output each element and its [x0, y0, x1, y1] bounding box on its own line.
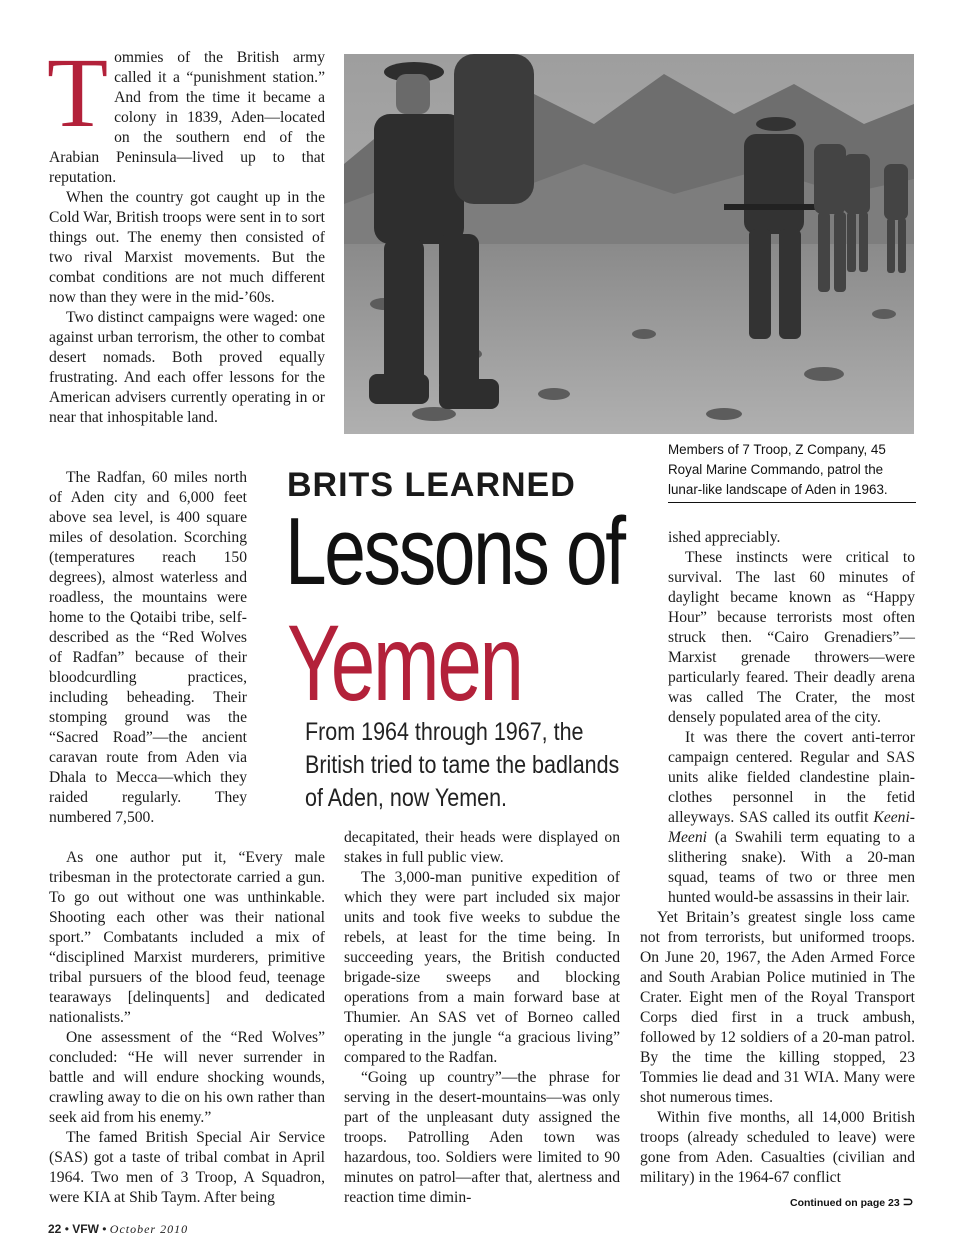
continued-note: Continued on page 23 ⊃: [790, 1194, 914, 1209]
paragraph: “Going up country”—the phrase for serving in the desert-mountains—was only part of the unpleasant duty assigned the troops. Patrolling Aden town was hazardous, too. Soldiers were limited to 90 minutes on patrol—after that, alertness and reaction time dimin-: [344, 1069, 620, 1206]
paragraph: The 3,000-man punitive expedition of which they were part included six major units and took five weeks to subdue the rebels, at least for the time being. In succeeding years, the British conducted brigade-size sweeps and blocking operations from a main forward base at Thumier. An SAS vet of Borneo called operating in the jungle “a gracious living” compared to the Radfan.: [344, 869, 620, 1066]
headline-deck: From 1964 through 1967, the British tried to tame the badlands of Aden, now Yemen.: [305, 718, 620, 812]
paragraph: One assessment of the “Red Wolves” concluded: “He will never surrender in battle and will endure shocking wounds, crawling away to die on his own rather than seek aid from his enemy.”: [49, 1029, 325, 1126]
paragraph: The famed British Special Air Service (SAS) got a taste of tribal combat in April 1964. Two men of 3 Troop, A Squadron, were KIA at Shib Taym. After being: [49, 1129, 325, 1206]
paragraph: Yet Britain’s greatest single loss came not from terrorists, but uniformed troops. On June 20, 1967, the Aden Armed Force and South Arabian Police mutinied in The Crater. Eight men of the Royal Transport Corps died first in a truck ambush, followed by 12 soldiers of a 20-man patrol. By the time the killing stopped, 23 Tommies lie dead and 31 WIA. Many were shot numerous times.: [640, 909, 915, 1106]
article-column-1-lower: [49, 848, 325, 1208]
page-number: 22: [48, 1222, 62, 1236]
continue-arrow-icon: ⊃: [902, 1194, 914, 1209]
article-column-3: [640, 528, 915, 1188]
photo-illustration: [344, 54, 914, 434]
photo-caption: Members of 7 Troop, Z Company, 45 Royal Marine Commando, patrol the lunar-like landscape of Aden in 1963.: [668, 440, 916, 503]
publication-name: VFW: [72, 1222, 99, 1236]
issue-date: October 2010: [109, 1222, 189, 1236]
paragraph: ished appreciably.: [668, 529, 781, 546]
soldiers-patrol-photo: [344, 54, 914, 434]
headline-line-2: Yemen: [287, 602, 522, 723]
paragraph: It was there the covert anti-terror campaign centered. Regular and SAS units alike fielded clandestine plain-clothes personnel in the fetid alleyways. SAS called its outfit Keeni-Meeni (a Swahili term equating to a slithering snake). With a 20-man squad, teams of two or three men hunted would-be assassins in their lair.: [668, 729, 915, 906]
paragraph: The Radfan, 60 miles north of Aden city and 6,000 feet above sea level, is 400 square miles of desolation. Scorching (temperatures reach 150 degrees), almost waterless and roadless, the mountains were home to the Qotaibi tribe, self-described as the “Red Wolves of Radfan” because of their bloodcurdling practices, including beheading. Their stomping ground was the “Sacred Road”—the ancient caravan route from Aden via Dhala to Mecca—which they raided regularly. They numbered 7,500.: [49, 469, 247, 826]
article-column-2: [344, 828, 620, 1208]
article-column-1: [47, 37, 325, 428]
headline-kicker: BRITS LEARNED: [287, 466, 576, 504]
paragraph-intro: Tommies of the British army called it a “punishment station.” And from the time it became a colony in 1839, Aden—located on the southern end of the Arabian Peninsula—lived up to that reputation.: [47, 37, 325, 186]
paragraph: As one author put it, “Every male tribesman in the protectorate carried a gun. To go out without one was unthinkable. Shooting each other was their national sport.” Combatants included a mix of “disciplined Marxist murderers, primitive tribal pursuers of the blood feud, teenage tearaways [delinquents] and dedicated nationalists.”: [49, 849, 325, 1026]
paragraph: These instincts were critical to survival. The last 60 minutes of daylight became known as “Happy Hour” because terrorists most often struck then. “Cairo Grenadiers”—Marxist grenade throwers—were particularly feared. Their deadly arena was called The Crater, the most densely populated area of the city.: [668, 549, 915, 726]
paragraph: Within five months, all 14,000 British troops (already scheduled to leave) were gone from Aden. Casualties (civilian and military) in the 1964-67 conflict: [640, 1109, 915, 1186]
paragraph: Two distinct campaigns were waged: one against urban terrorism, the other to combat desert nomads. Both proved equally frustrating. And each offer lessons for the American advisers currently operating in or near that inhospitable land.: [49, 309, 325, 426]
paragraph: When the country got caught up in the Cold War, British troops were sent in to sort things out. The enemy then consisted of two rival Marxist movements. But the combat conditions are not much different now than they were in the mid-’60s.: [49, 189, 325, 306]
page-folio: 22 • VFW • October 2010: [48, 1222, 189, 1236]
article-column-1-narrow: [49, 468, 247, 828]
headline-line-1: Lessons of: [285, 498, 624, 605]
paragraph: decapitated, their heads were displayed on stakes in full public view.: [344, 829, 620, 866]
drop-cap: T: [47, 37, 109, 148]
keeni-meeni-term: Keeni-Meeni: [668, 809, 915, 846]
